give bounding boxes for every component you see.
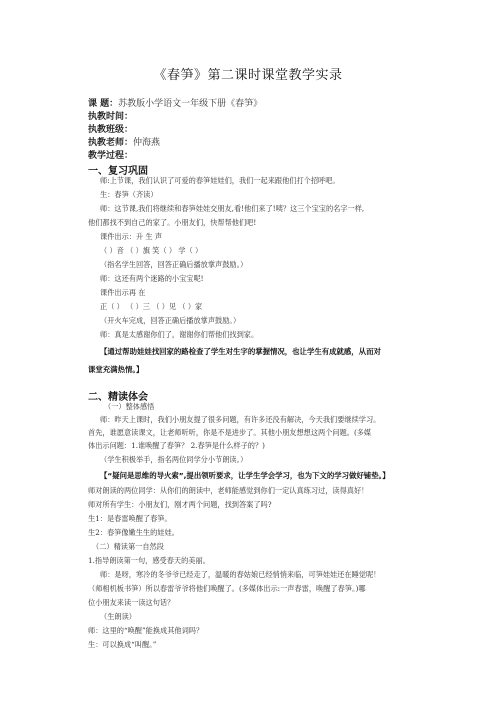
- text-line: （师相机板书笋）所以春雷爷爷将他们唤醒了。(多媒体出示:一声春雷，唤醒了春笋。)哪: [88, 584, 366, 593]
- text-line: 师：真是太感谢你们了，谢谢你们帮他们找到家。: [100, 330, 259, 339]
- section-heading-reading: 二、精读体会: [88, 392, 148, 403]
- text-line: 师对朗读的两位同学：从你们的朗读中，老师能感觉到你们一定认真练习过，读得真好！: [88, 486, 369, 495]
- text-line: 师：这节课,我们将继续和春笋娃娃交朋友,看!他们来了!咦？这三个宝宝的名字一样,: [100, 204, 365, 213]
- text-line: 师：这还有两个迷路的小宝宝呢!: [100, 274, 204, 283]
- text-line: 师对所有学生：小朋友们，刚才两个问题，找到答案了吗?: [88, 500, 272, 509]
- process-label: 教学过程：: [88, 151, 134, 161]
- meta-topic: [88, 98, 262, 110]
- teaching-note: 【“疑问是思维的导火索”,提出领听要求，让学生学会学习，也为下文的学习做好铺垫。】: [100, 471, 390, 480]
- text-line: 师:上节课，我们认识了可爱的春笋娃娃们，我们一起来跟他们打个招呼吧。: [100, 176, 340, 185]
- topic-label: 课 题：: [88, 99, 119, 109]
- text-line: 位小朋友来读一读这句话？: [88, 598, 175, 607]
- text-line: 体出示问题：1.谁唤醒了春笋？ 2.春笋是什么样子的？): [88, 441, 265, 450]
- text-line: 生1：是春雷唤醒了春笋。: [88, 514, 172, 523]
- teaching-note: 【通过帮助娃娃找回家的路检查了学生对生字的掌握情况，也让学生有成就感，从而对: [100, 347, 381, 356]
- time-label: 执教时间：: [88, 112, 134, 122]
- text-line: 生2：春笋像嫩生生的娃娃。: [88, 528, 179, 537]
- text-line: 他们都找不到自己的家了。小朋友们，快帮帮他们吧!: [88, 218, 257, 227]
- text-line: （指名学生回答，回答正确后播放掌声鼓励。）: [100, 260, 248, 269]
- text-line: 课件出示：升 生 声: [100, 232, 163, 241]
- text-line: （学生积极举手，指名两位同学分小节朗读。）: [100, 455, 248, 464]
- text-line: （生朗读）: [100, 612, 136, 621]
- meta-time: [88, 111, 133, 123]
- section-heading-review: 一、复习巩固: [88, 166, 148, 177]
- teaching-note: 课堂充满热情。】: [88, 365, 144, 374]
- subheading: （一）整体感悟: [104, 402, 155, 411]
- document-title: 《春笋》第二课时课堂教学实录: [153, 68, 343, 83]
- text-line: 首先，谁愿意读课文，让老师听听，你是不是进步了。其他小朋友想想这两个问题。(多媒: [88, 428, 372, 437]
- text-line: 课件出示再 在: [100, 288, 146, 297]
- text-line: （开火车完成，回答正确后播放掌声鼓励。）: [100, 316, 241, 325]
- subheading: （二）精读第一自然段: [92, 542, 164, 551]
- meta-class: [88, 124, 133, 136]
- text-line: 生：可以换成“叫醒。”: [88, 640, 157, 649]
- class-label: 执教班级：: [88, 125, 134, 135]
- text-line: 生：春笋（齐读）: [100, 190, 158, 199]
- teacher-label: 执教老师：: [88, 138, 134, 148]
- text-line: 师：昨天上课时，我们小朋友提了很多问题，有许多还没有解决，今天我们要继续学习。: [100, 415, 381, 424]
- topic-value: 苏教版小学语文一年级下册《春笋》: [118, 99, 263, 109]
- text-line: （ ）音 （ ）旗 笑（ ） 学（ ）: [100, 246, 203, 255]
- meta-teacher: [88, 137, 160, 149]
- text-line: 正（ ） （ ）三 （ ）见 （ ）家: [100, 302, 203, 311]
- text-line: 师：这里的“唤醒”能换成其他词吗？: [88, 626, 204, 635]
- meta-process: [88, 150, 133, 162]
- text-line: 师：是呀，寒冷的冬爷爷已经走了，温暖的春姑娘已经悄悄来临，可笋娃娃还在睡觉呢！: [100, 570, 381, 579]
- text-line: 1.指导朗读第一句，感受春天的美丽。: [88, 556, 210, 565]
- teacher-value: 仲海燕: [133, 138, 161, 148]
